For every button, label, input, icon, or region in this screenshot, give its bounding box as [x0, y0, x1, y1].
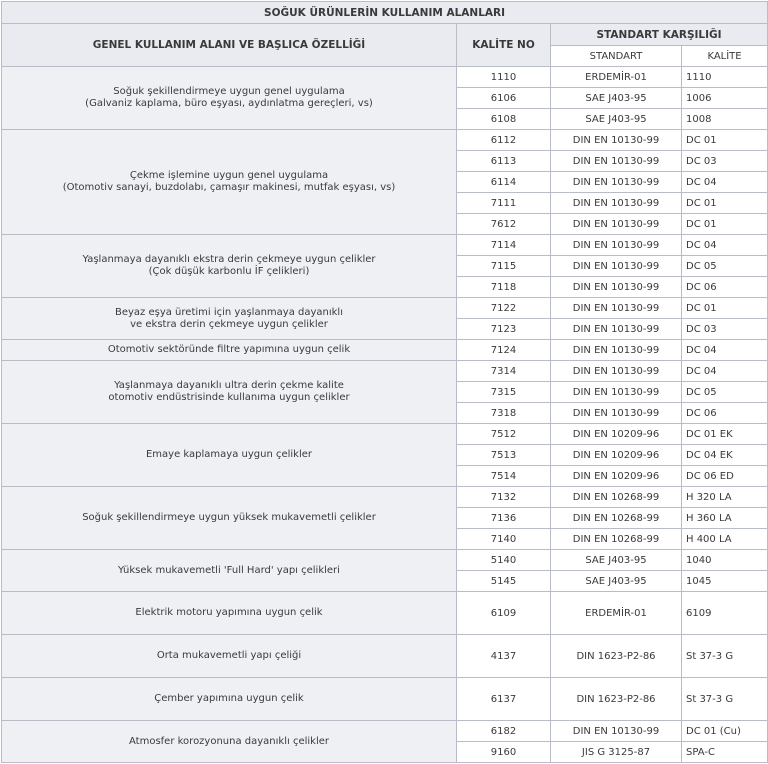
header-quality: KALİTE [682, 46, 768, 67]
grade-no-cell: 6114 [457, 172, 551, 193]
table-row [2, 130, 768, 151]
usage-line: Soğuk şekillendirmeye uygun genel uygulama [113, 86, 345, 97]
usage-line: Yaşlanmaya dayanıklı ekstra derin çekmeye uygun çelikler [82, 254, 376, 265]
grade-no-cell: 7122 [457, 298, 551, 319]
usage-line: (Galvaniz kaplama, büro eşyası, aydınlatma gereçleri, vs) [85, 98, 373, 109]
grade-no-cell: 7123 [457, 319, 551, 340]
usage-line: Yüksek mukavemetli 'Full Hard' yapı çelikleri [118, 564, 340, 576]
grade-no-cell: 6137 [457, 678, 551, 721]
quality-cell: SPA-C [682, 742, 768, 763]
grade-no-cell: 4137 [457, 635, 551, 678]
standard-cell: DIN EN 10130-99 [551, 382, 682, 403]
grade-no-cell: 6182 [457, 721, 551, 742]
grade-no-cell: 7314 [457, 361, 551, 382]
grade-no-cell: 6108 [457, 109, 551, 130]
standard-cell: DIN EN 10130-99 [551, 340, 682, 361]
usage-description [2, 487, 457, 550]
standard-cell: SAE J403-95 [551, 571, 682, 592]
standard-cell: ERDEMİR-01 [551, 67, 682, 88]
table-row [2, 550, 768, 571]
standard-cell: DIN 1623-P2-86 [551, 635, 682, 678]
quality-cell: H 360 LA [682, 508, 768, 529]
usage-line: Atmosfer korozyonuna dayanıklı çelikler [129, 735, 329, 747]
cold-products-usage-table [1, 1, 768, 763]
standard-cell: DIN EN 10130-99 [551, 214, 682, 235]
quality-cell: DC 04 [682, 172, 768, 193]
quality-cell: DC 01 [682, 298, 768, 319]
quality-cell: DC 01 [682, 193, 768, 214]
standard-cell: DIN EN 10130-99 [551, 256, 682, 277]
quality-cell: DC 06 [682, 277, 768, 298]
standard-cell: DIN EN 10130-99 [551, 403, 682, 424]
usage-line: Çember yapımına uygun çelik [154, 693, 304, 704]
standard-cell: DIN EN 10209-96 [551, 424, 682, 445]
usage-line: Emaye kaplamaya uygun çelikler [145, 449, 313, 460]
header-usage: GENEL KULLANIM ALANI VE BAŞLICA ÖZELLİĞİ [2, 24, 457, 67]
grade-no-cell: 6113 [457, 151, 551, 172]
usage-description [2, 721, 457, 763]
standard-cell: DIN EN 10130-99 [551, 721, 682, 742]
quality-cell: 6109 [682, 592, 768, 635]
quality-cell: 1008 [682, 109, 768, 130]
standard-cell: JIS G 3125-87 [551, 742, 682, 763]
quality-cell: 1006 [682, 88, 768, 109]
usage-description [2, 298, 457, 340]
table-row [2, 298, 768, 319]
standard-cell: SAE J403-95 [551, 550, 682, 571]
usage-line: Orta mukavemetli yapı çeliği [156, 650, 302, 661]
quality-cell: 1045 [682, 571, 768, 592]
grade-no-cell: 7514 [457, 466, 551, 487]
standard-cell: DIN EN 10130-99 [551, 319, 682, 340]
quality-cell: DC 01 EK [682, 424, 768, 445]
usage-description [2, 361, 457, 424]
quality-cell: DC 03 [682, 319, 768, 340]
table-row [2, 361, 768, 382]
table-body [2, 67, 768, 763]
usage-line: Beyaz eşya üretimi için yaşlanmaya dayanıklı [114, 306, 343, 318]
quality-cell: H 320 LA [682, 487, 768, 508]
usage-line: Çekme işlemine uygun genel uygulama [129, 170, 329, 181]
usage-line: Soğuk şekillendirmeye uygun yüksek mukavemetli çelikler [82, 512, 376, 523]
quality-cell: St 37-3 G [682, 678, 768, 721]
standard-cell: DIN EN 10130-99 [551, 277, 682, 298]
table-row [2, 487, 768, 508]
table-row [2, 424, 768, 445]
grade-no-cell: 5145 [457, 571, 551, 592]
usage-description [2, 235, 457, 298]
grade-no-cell: 7140 [457, 529, 551, 550]
grade-no-cell: 7111 [457, 193, 551, 214]
table-row [2, 678, 768, 721]
usage-description [2, 424, 457, 487]
quality-cell: DC 06 [682, 403, 768, 424]
quality-cell: DC 04 [682, 340, 768, 361]
standard-cell: DIN EN 10130-99 [551, 361, 682, 382]
header-standard-equivalent: STANDART KARŞILIĞI [551, 24, 768, 46]
quality-cell: St 37-3 G [682, 635, 768, 678]
quality-cell: DC 01 [682, 214, 768, 235]
usage-line: (Çok düşük karbonlu İF çelikleri) [148, 266, 310, 277]
standard-cell: DIN EN 10268-99 [551, 529, 682, 550]
table-title: SOĞUK ÜRÜNLERİN KULLANIM ALANLARI [2, 2, 768, 24]
standard-cell: DIN EN 10130-99 [551, 151, 682, 172]
grade-no-cell: 7136 [457, 508, 551, 529]
usage-description [2, 550, 457, 592]
grade-no-cell: 7315 [457, 382, 551, 403]
table-row [2, 67, 768, 88]
grade-no-cell: 7512 [457, 424, 551, 445]
standard-cell: DIN EN 10130-99 [551, 172, 682, 193]
standard-cell: DIN EN 10130-99 [551, 193, 682, 214]
usage-description [2, 592, 457, 635]
header-grade-no: KALİTE NO [457, 24, 551, 67]
quality-cell: DC 04 [682, 361, 768, 382]
usage-line: Yaşlanmaya dayanıklı ultra derin çekme kalite [114, 380, 344, 391]
grade-no-cell: 9160 [457, 742, 551, 763]
grade-no-cell: 7114 [457, 235, 551, 256]
standard-cell: DIN EN 10268-99 [551, 508, 682, 529]
quality-cell: DC 04 [682, 235, 768, 256]
standard-cell: ERDEMİR-01 [551, 592, 682, 635]
standard-cell: DIN EN 10209-96 [551, 445, 682, 466]
standard-cell: DIN EN 10268-99 [551, 487, 682, 508]
usage-description [2, 130, 457, 235]
standard-cell: DIN EN 10130-99 [551, 298, 682, 319]
usage-description [2, 678, 457, 721]
usage-line: (Otomotiv sanayi, buzdolabı, çamaşır makinesi, mutfak eşyası, vs) [62, 182, 396, 193]
grade-no-cell: 7132 [457, 487, 551, 508]
grade-no-cell: 6112 [457, 130, 551, 151]
usage-description [2, 340, 457, 361]
quality-cell: 1110 [682, 67, 768, 88]
usage-description [2, 635, 457, 678]
table-row [2, 340, 768, 361]
usage-line: Elektrik motoru yapımına uygun çelik [135, 607, 323, 618]
quality-cell: DC 05 [682, 382, 768, 403]
quality-cell: DC 01 (Cu) [682, 721, 768, 742]
grade-no-cell: 6106 [457, 88, 551, 109]
standard-cell: SAE J403-95 [551, 88, 682, 109]
grade-no-cell: 7513 [457, 445, 551, 466]
usage-line: otomotiv endüstrisinde kullanıma uygun çelikler [108, 392, 350, 403]
table-row [2, 235, 768, 256]
usage-description [2, 67, 457, 130]
grade-no-cell: 7124 [457, 340, 551, 361]
standard-cell: DIN 1623-P2-86 [551, 678, 682, 721]
quality-cell: H 400 LA [682, 529, 768, 550]
grade-no-cell: 7612 [457, 214, 551, 235]
quality-cell: DC 03 [682, 151, 768, 172]
header-standard: STANDART [551, 46, 682, 67]
table-row [2, 592, 768, 635]
standard-cell: DIN EN 10130-99 [551, 235, 682, 256]
grade-no-cell: 5140 [457, 550, 551, 571]
quality-cell: DC 04 EK [682, 445, 768, 466]
table-row [2, 721, 768, 742]
table-row [2, 635, 768, 678]
usage-line: Otomotiv sektöründe filtre yapımına uygun çelik [107, 344, 351, 355]
usage-line: ve ekstra derin çekmeye uygun çelikler [130, 318, 328, 330]
grade-no-cell: 7115 [457, 256, 551, 277]
quality-cell: DC 05 [682, 256, 768, 277]
quality-cell: 1040 [682, 550, 768, 571]
standard-cell: DIN EN 10209-96 [551, 466, 682, 487]
grade-no-cell: 6109 [457, 592, 551, 635]
standard-cell: DIN EN 10130-99 [551, 130, 682, 151]
quality-cell: DC 06 ED [682, 466, 768, 487]
grade-no-cell: 1110 [457, 67, 551, 88]
grade-no-cell: 7318 [457, 403, 551, 424]
quality-cell: DC 01 [682, 130, 768, 151]
standard-cell: SAE J403-95 [551, 109, 682, 130]
grade-no-cell: 7118 [457, 277, 551, 298]
